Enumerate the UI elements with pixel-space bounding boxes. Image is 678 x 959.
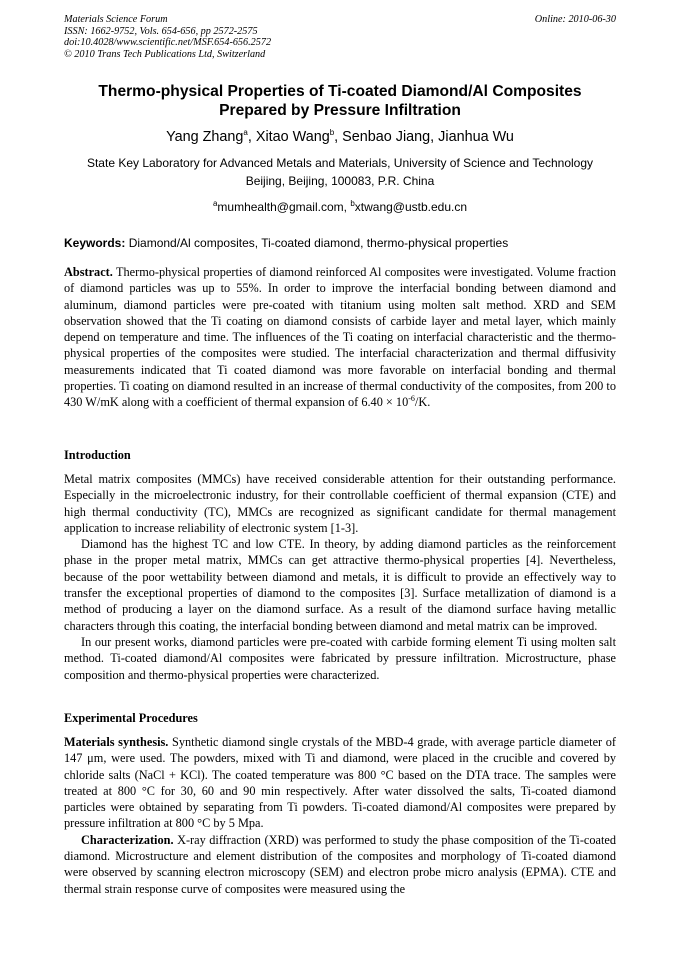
author-sep: , xyxy=(247,129,256,145)
author-list xyxy=(64,128,616,146)
keywords xyxy=(64,235,616,251)
experimental-heading: Experimental Procedures xyxy=(64,711,198,725)
author-1: Yang Zhang xyxy=(166,129,244,145)
experimental-body xyxy=(64,734,616,897)
author-2-affil-mark: b xyxy=(329,128,335,138)
journal-name: Materials Science Forum xyxy=(64,14,168,25)
abstract-text: Thermo-physical properties of diamond reinforced Al composites were investigated. Volume fraction of diamond particles was up to 55%. In order to improve the interfacial bonding between diamond and aluminum, diamond particles were pre-coated with titanium using molten salt method. XRD and SEM observation showed that the Ti coating on diamond consists of carbide layer and metal layer, which mainly depend on temperature and time. The influences of the Ti coating on interfacial characteristic and the thermo-physical properties of the composites were studied. The interfacial characterization and thermal diffusivity measurements indicated that Ti coated diamond was more favorable on interfacial bonding and thermal properties. Ti coating on diamond resulted in an increase of thermal conductivity of the composites, from 200 to 430 W/mK along with a coefficient of thermal expansion of 6.40 × 10 xyxy=(64,265,616,410)
abstract-label: Abstract. xyxy=(64,265,113,279)
other-authors: , Senbao Jiang, Jianhua Wu xyxy=(334,129,514,145)
keywords-label: Keywords: xyxy=(64,236,126,250)
materials-synthesis-text: Synthetic diamond single crystals of the MBD-4 grade, with average particle diameter of 147 μm, were used. The powders, mixed with Ti and diamond, were placed in the crucible and covered by chloride salts (NaCl + KCl). The coated temperature was 800 °C based on the DTA trace. The samples were treated at 800 °C for 30, 60 and 90 min respectively. After water dissolved the salts, Ti-coated diamond particles were obtained by separating from Ti powders. Ti-coated diamond/Al composites were prepared by pressure infiltration at 800 °C by 5 Mpa. xyxy=(64,735,616,831)
keywords-text: Diamond/Al composites, Ti-coated diamond, thermo-physical properties xyxy=(125,236,509,250)
characterization-text: X-ray diffraction (XRD) was performed to study the phase composition of the Ti-coated diamond. Microstructure and element distribution of the composites and morphology of Ti-coated diamond were observed by scanning electron microscopy (SEM) and electron probe micro analysis (EPMA). CTE and thermal strain response curve of composites were measured using the xyxy=(64,832,616,896)
affiliation-line-1: State Key Laboratory for Advanced Metals and Materials, University of Science and Technology xyxy=(86,156,594,170)
author-2: Xitao Wang xyxy=(255,129,330,145)
paper-title xyxy=(64,82,616,120)
introduction-heading: Introduction xyxy=(64,448,131,462)
introduction-body xyxy=(64,471,616,683)
abstract-exponent: -6 xyxy=(408,394,415,404)
title-line-1: Thermo-physical Properties of Ti-coated Diamond/Al Composites xyxy=(98,83,582,100)
abstract-tail: /K. xyxy=(414,395,431,410)
materials-synthesis-paragraph xyxy=(64,734,616,832)
characterization-label: Characterization. xyxy=(81,832,174,847)
introduction-paragraph-1: Metal matrix composites (MMCs) have received considerable attention for their outstanding performance. Especially in the microelectronic industry, for their controllable coefficient of thermal expansion (CTE) and high thermal conductivity (TC), MMCs are recognized as significant candidate for thermal management application to increase reliability of electronic system [1-3]. xyxy=(64,472,616,535)
journal-header xyxy=(64,14,616,60)
author-emails xyxy=(64,199,616,215)
email-b-mark: b xyxy=(350,199,355,208)
email-b[interactable]: xtwang@ustb.edu.cn xyxy=(354,200,468,214)
copyright-line: © 2010 Trans Tech Publications Ltd, Switzerland xyxy=(64,48,266,60)
affiliation xyxy=(64,155,616,190)
abstract xyxy=(64,264,616,411)
email-a[interactable]: mumhealth@gmail.com xyxy=(217,200,344,214)
author-1-affil-mark: a xyxy=(243,128,248,138)
introduction-paragraph-2: Diamond has the highest TC and low CTE. In theory, by adding diamond particles as the reinforcement phase in the proper metal matrix, MMCs can get attractive thermo-physical properties [4]. Nevertheless, because of the poor wettability between diamond and metals, it is difficult to provide an effectively way to transfer the exceptional properties of diamond to the composites [3]. Surface metallization of diamond is a method of producing a layer on the diamond surface. As a result of the diamond surface having metallic characters through this coating, the interfacial bonding between diamond and metal matrix can be improved. xyxy=(64,537,616,633)
online-date: Online: 2010-06-30 xyxy=(534,14,616,25)
materials-synthesis-label: Materials synthesis. xyxy=(64,735,169,749)
title-line-2: Prepared by Pressure Infiltration xyxy=(219,102,461,119)
characterization-paragraph xyxy=(64,832,616,897)
email-a-mark: a xyxy=(212,199,218,208)
issn-line: ISSN: 1662-9752, Vols. 654-656, pp 2572-2575 xyxy=(64,25,258,37)
doi-line: doi:10.4028/www.scientific.net/MSF.654-656.2572 xyxy=(64,37,272,49)
affiliation-line-2: Beijing, Beijing, 100083, P.R. China xyxy=(245,173,435,188)
email-sep: , xyxy=(343,200,351,214)
introduction-paragraph-3: In our present works, diamond particles were pre-coated with carbide forming element Ti using molten salt method. Ti-coated diamond/Al composites were fabricated by pressure infiltration. Microstructure, phase composition and thermo-physical properties were characterized. xyxy=(64,634,616,682)
